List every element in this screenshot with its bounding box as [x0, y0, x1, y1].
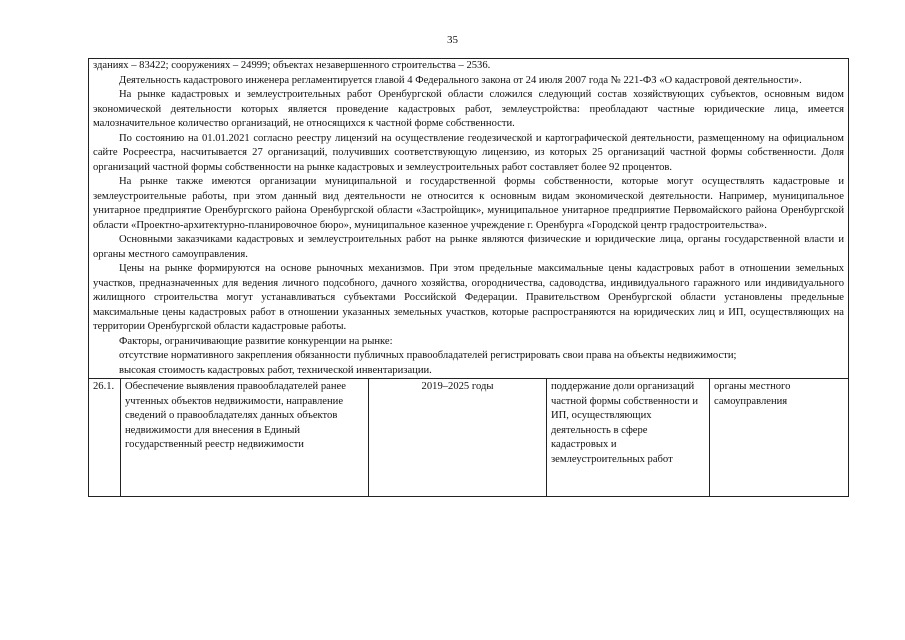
paragraph-8: Факторы, ограничивающие развитие конкуренции на рынке:	[119, 335, 393, 347]
paragraph-4: По состоянию на 01.01.2021 согласно реестру лицензий на осуществление геодезической и картографической деятельности, размещенному на официальном сайте Росреестра, насчитывается 27 организаций, получивших соответствующую лицензию, из которых 25 организаций частной формы собственности. Доля организаций частной формы собственности на рынке кадастровых и землеустроительных работ составляет более 92 процентов.	[93, 132, 844, 173]
paragraph-7: Цены на рынке формируются на основе рыночных механизмов. При этом предельные максимальные цены кадастровых работ в отношении земельных участков, предназначенных для ведения личного подсобного, дачного хозяйства, огородничества, садоводства, индивидуального гаражного или индивидуального жилищного строительства могут устанавливаться субъектами Российской Федерации. Правительством Оренбургской области установлены предельные максимальные цены кадастровых работ в отношении указанных земельных участков, которые распространяются на юридических лиц и ИП, осуществляющих на территории Оренбургской области кадастровые работы.	[93, 263, 844, 332]
row-indicator: поддержание доли организаций частной формы собственности и ИП, осуществляющих деятельность в сфере кадастровых и землеустроительных работ	[547, 379, 710, 497]
paragraph-2: Деятельность кадастрового инженера регламентируется главой 4 Федерального закона от 24 июля 2007 года № 221-ФЗ «О кадастровой деятельности».	[119, 74, 802, 86]
paragraph-6: Основными заказчиками кадастровых и землеустроительных работ на рынке являются физические и юридические лица, органы государственной власти и органы местного самоуправления.	[93, 234, 844, 260]
row-period: 2019–2025 годы	[369, 379, 547, 497]
paragraph-1: зданиях – 83422; сооружениях – 24999; объектах незавершенного строительства – 2536.	[93, 60, 491, 71]
paragraph-10: высокая стоимость кадастровых работ, технической инвентаризации.	[119, 364, 432, 376]
paragraph-3: На рынке кадастровых и землеустроительных работ Оренбургской области сложился следующий состав хозяйствующих субъектов, основным видом экономической деятельности которых является проведение кадастровых работ, землеустройства: преобладают частные юридические лица, имеется малозначительное количество организаций, не относящихся к частной форме собственности.	[93, 89, 844, 129]
document-table	[88, 58, 849, 497]
page-number: 35	[447, 34, 458, 46]
paragraph-9: отсутствие нормативного закрепления обязанности публичных правообладателей регистрировать свои права на объекты недвижимости;	[119, 350, 737, 361]
row-responsible: органы местного самоуправления	[710, 379, 849, 497]
row-number: 26.1.	[89, 379, 121, 497]
paragraph-5: На рынке также имеются организации муниципальной и государственной формы собственности, которые могут осуществлять кадастровые и землеустроительные работы, при этом данный вид деятельности не относится к основным видам экономической деятельности. Например, муниципальное унитарное предприятие Оренбургского района Оренбургской области «Застройщик», муниципальное унитарное предприятие Первомайского района Оренбургской области «Проектно-архитектурно-планировочное бюро», муниципальное казенное учреждение г. Оренбурга «Городской центр градостроительства».	[93, 176, 844, 231]
row-measure: Обеспечение выявления правообладателей ранее учтенных объектов недвижимости, направление сведений о правообладателях данных объектов недвижимости для внесения в Единый государственный реестр недвижимости	[121, 379, 369, 497]
text-row	[89, 59, 849, 379]
text-cell	[89, 59, 849, 379]
table-row	[89, 379, 849, 497]
